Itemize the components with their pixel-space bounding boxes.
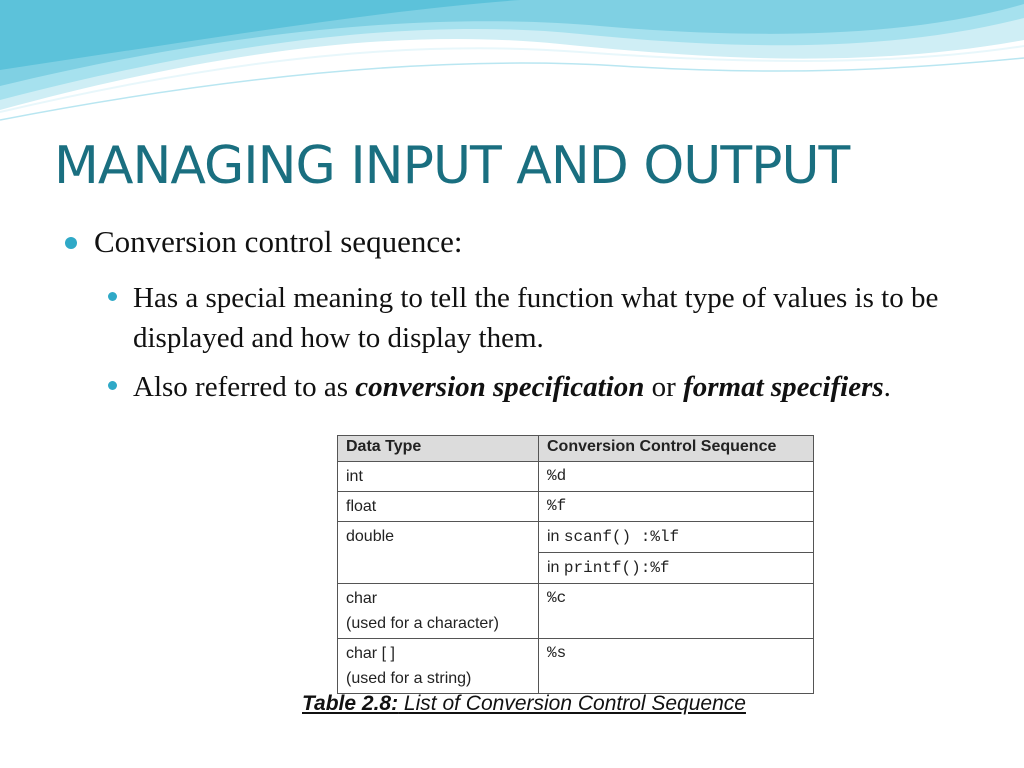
header-wave-decoration <box>0 0 1024 130</box>
emphasis-conversion-specification: conversion specification <box>355 371 645 403</box>
caption-text: List of Conversion Control Sequence <box>398 692 746 715</box>
cell-type-note: (used for a string) <box>346 670 472 687</box>
table-row <box>338 584 814 639</box>
bullet-conversion-control-sequence: Conversion control sequence: <box>94 224 463 259</box>
cell-sequence-prefix: in <box>547 528 564 545</box>
cell-data-type: double <box>338 522 539 584</box>
cell-sequence: %c <box>539 584 814 639</box>
header-conversion-control-sequence: Conversion Control Sequence <box>539 436 814 462</box>
sub-bullet-special-meaning: Has a special meaning to tell the function what type of values is to be displayed and how to display them. <box>133 282 939 354</box>
cell-data-type <box>338 584 539 639</box>
slide-title: MANAGING INPUT AND OUTPUT <box>54 136 850 196</box>
cell-sequence: %f <box>539 492 814 522</box>
cell-type-line: char <box>346 590 378 607</box>
cell-sequence: %s <box>539 639 814 694</box>
table-row <box>338 639 814 694</box>
cell-data-type: int <box>338 462 539 492</box>
table-row <box>338 492 814 522</box>
cell-type-line: char [ ] <box>346 645 395 662</box>
table-header-row <box>338 436 814 462</box>
cell-data-type: float <box>338 492 539 522</box>
bullet-dot-icon <box>65 237 77 249</box>
cell-sequence <box>539 522 814 553</box>
sub-bullet-text: Also referred to as <box>133 371 356 403</box>
emphasis-format-specifiers: format specifiers <box>683 371 884 403</box>
header-data-type: Data Type <box>338 436 539 462</box>
table-row <box>338 522 814 553</box>
sub-bullet-dot-icon <box>108 292 117 301</box>
conversion-control-table <box>337 435 814 694</box>
cell-type-note: (used for a character) <box>346 615 499 632</box>
cell-sequence-code: scanf() :%lf <box>563 528 680 546</box>
sub-bullet-also-referred <box>133 367 973 407</box>
sub-bullet-dot-icon <box>108 381 117 390</box>
cell-sequence <box>539 553 814 584</box>
cell-sequence-prefix: in <box>547 559 564 576</box>
sub-bullet-text: . <box>883 371 891 403</box>
caption-label: Table 2.8: <box>302 692 399 715</box>
cell-sequence: %d <box>539 462 814 492</box>
sub-bullet-text: or <box>644 371 684 403</box>
cell-sequence-code: printf():%f <box>563 559 670 577</box>
table-row <box>338 462 814 492</box>
table-caption <box>302 692 746 716</box>
cell-data-type <box>338 639 539 694</box>
